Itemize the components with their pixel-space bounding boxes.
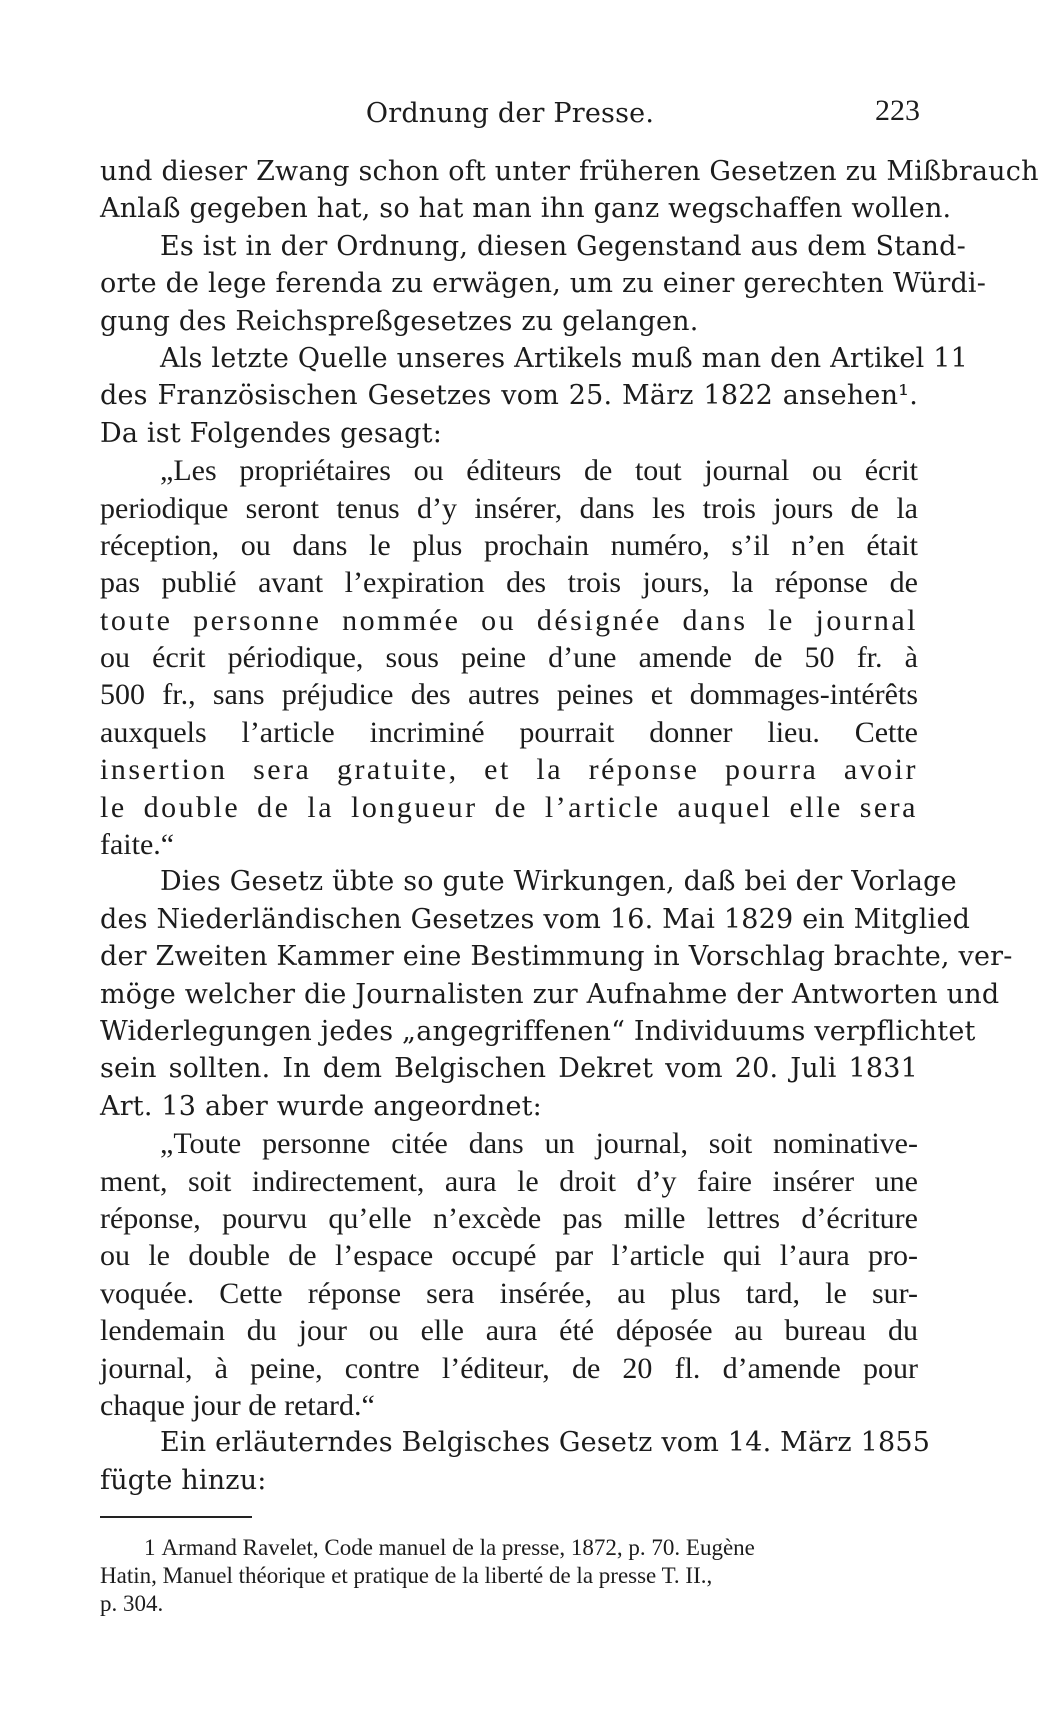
quote-line: periodique seront tenus d’y insérer, dans les trois jours de la xyxy=(100,491,918,525)
footnote-divider xyxy=(100,1516,252,1518)
quote-line: lendemain du jour ou elle aura été déposée au bureau du xyxy=(100,1314,918,1348)
quote-line: toute personne nommée ou désignée dans le journal xyxy=(100,603,918,637)
quote-line: réponse, pourvu qu’elle n’excède pas mille lettres d’écriture xyxy=(100,1201,918,1235)
running-title: Ordnung der Presse. xyxy=(365,98,655,129)
text-line: Als letzte Quelle unseres Artikels muß man den Artikel 11 xyxy=(160,342,968,374)
text-line: des Französischen Gesetzes vom 25. März 1822 ansehen¹. xyxy=(100,380,918,412)
text-line: Dies Gesetz übte so gute Wirkungen, daß bei der Vorlage xyxy=(160,866,957,898)
text-line: Art. 13 aber wurde angeordnet: xyxy=(100,1090,542,1122)
footnote-line: p. 304. xyxy=(100,1591,164,1616)
text-line: der Zweiten Kammer eine Bestimmung in Vorschlag brachte, ver- xyxy=(100,941,1013,973)
quote-line: auxquels l’article incriminé pourrait donner lieu. Cette xyxy=(100,715,918,749)
quote-line: „Toute personne citée dans un journal, soit nominative- xyxy=(160,1127,918,1161)
text-line: orte de lege ferenda zu erwägen, um zu einer gerechten Würdi- xyxy=(100,268,987,300)
footnotes xyxy=(100,1534,890,1618)
quote-line: journal, à peine, contre l’éditeur, de 20 fl. d’amende pour xyxy=(100,1351,918,1385)
text-line: möge welcher die Journalisten zur Aufnahme der Antworten und xyxy=(100,978,1000,1010)
quote-line: pas publié avant l’expiration des trois jours, la réponse de xyxy=(100,566,918,600)
quote-line: „Les propriétaires ou éditeurs de tout journal ou écrit xyxy=(160,454,918,488)
quote-line: voquée. Cette réponse sera insérée, au plus tard, le sur- xyxy=(100,1276,918,1310)
quote-line: insertion sera gratuite, et la réponse pourra avoir xyxy=(100,753,918,787)
text-line: des Niederländischen Gesetzes vom 16. Mai 1829 ein Mitglied xyxy=(100,903,971,935)
quote-line: faite.“ xyxy=(100,828,175,862)
footnote-line: Hatin, Manuel théorique et pratique de la liberté de la presse T. II., xyxy=(100,1563,713,1588)
quote-line: ou le double de l’espace occupé par l’article qui l’aura pro- xyxy=(100,1239,918,1273)
text-line: gung des Reichspreßgesetzes zu gelangen. xyxy=(100,305,699,337)
quote-line: ou écrit périodique, sous peine d’une amende de 50 fr. à xyxy=(100,641,918,675)
text-line: Da ist Folgendes gesagt: xyxy=(100,417,442,449)
text-line: Es ist in der Ordnung, diesen Gegenstand aus dem Stand- xyxy=(160,230,966,262)
text-line: sein sollten. In dem Belgischen Dekret vom 20. Juli 1831 xyxy=(100,1053,918,1085)
quote-line: le double de la longueur de l’article auquel elle sera xyxy=(100,790,918,824)
body-text xyxy=(100,153,1039,1499)
quote-line: réception, ou dans le plus prochain numéro, s’il n’en était xyxy=(100,528,918,562)
text-line: und dieser Zwang schon oft unter früheren Gesetzen zu Mißbrauch xyxy=(100,156,1039,187)
text-line: Ein erläuterndes Belgisches Gesetz vom 14. März 1855 xyxy=(160,1427,931,1459)
text-line: Anlaß gegeben hat, so hat man ihn ganz wegschaffen wollen. xyxy=(100,193,952,225)
footnote-marker: 1 xyxy=(144,1535,156,1560)
footnote-line xyxy=(100,1534,890,1562)
page-number: 223 xyxy=(875,94,920,127)
quote-line: ment, soit indirectement, aura le droit d’y faire insérer une xyxy=(100,1164,918,1198)
text-line: fügte hinzu: xyxy=(100,1464,267,1496)
running-head xyxy=(100,94,920,134)
quote-line: chaque jour de retard.“ xyxy=(100,1388,375,1422)
text-line: Widerlegungen jedes „angegriffenen“ Individuums verpflichtet xyxy=(100,1015,976,1047)
quote-line: 500 fr., sans préjudice des autres peines et dommages-intérêts xyxy=(100,678,918,712)
footnote-text: Armand Ravelet, Code manuel de la presse, 1872, p. 70. Eugène xyxy=(161,1535,755,1560)
